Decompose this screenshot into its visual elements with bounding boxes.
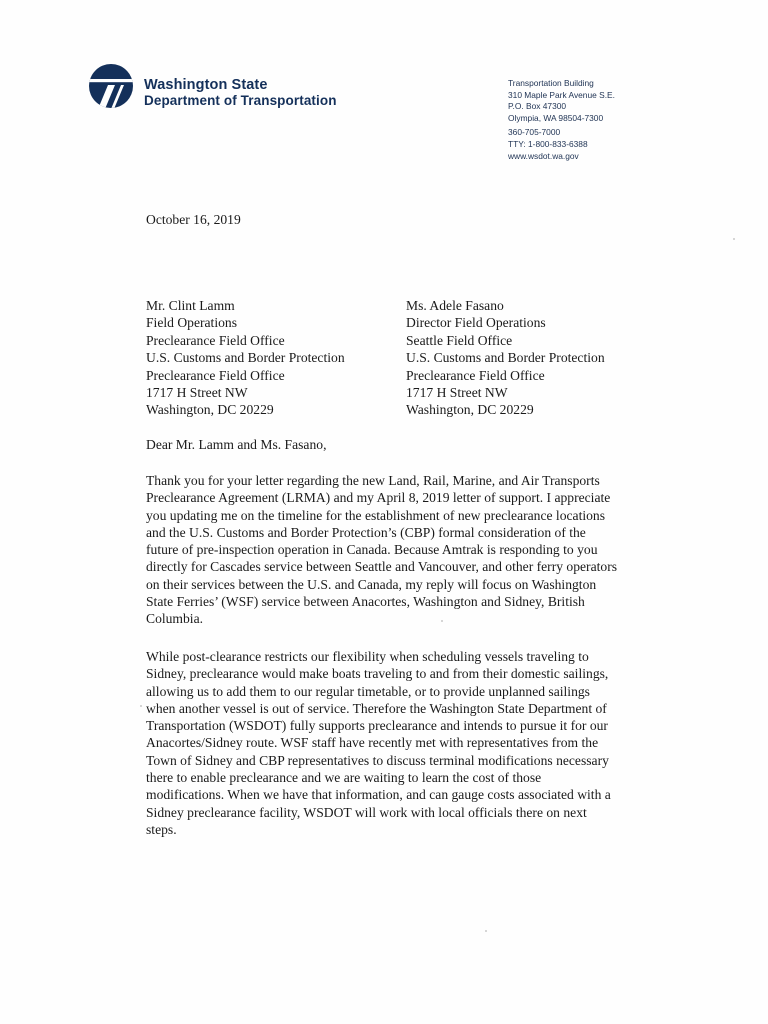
address-line: Olympia, WA 98504-7300 [508, 112, 604, 123]
scan-speck [733, 238, 735, 240]
recipient-line: 1717 H Street NW [406, 385, 508, 401]
recipient-line: Mr. Clint Lamm [146, 298, 235, 313]
body-paragraph-2 [146, 648, 676, 838]
paragraph-line: Sidney, preclearance would make boats traveling to and from their domestic sailings, [146, 666, 609, 682]
paragraph-line: Town of Sidney and CBP representatives to discuss terminal modifications necessary [146, 752, 609, 768]
letter-date: October 16, 2019 [146, 212, 241, 227]
paragraph-line: directly for Cascades service between Seattle and Vancouver, and other ferry operators [146, 559, 618, 575]
recipient-line: U.S. Customs and Border Protection [146, 350, 345, 366]
paragraph-line: when another vessel is out of service. Therefore the Washington State Department of [146, 700, 607, 716]
agency-name [144, 77, 337, 109]
recipient-line: Washington, DC 20229 [406, 402, 534, 418]
scan-speck [140, 705, 142, 707]
paragraph-line: you updating me on the timeline for the establishment of new preclearance locations [146, 507, 606, 523]
recipient-line: 1717 H Street NW [146, 385, 248, 401]
recipient-line: Field Operations [146, 315, 237, 331]
recipient-line: Preclearance Field Office [406, 367, 545, 383]
paragraph-line: Thank you for your letter regarding the new Land, Rail, Marine, and Air Transports [146, 473, 600, 488]
recipient-right [406, 297, 605, 419]
recipient-line: Director Field Operations [406, 315, 546, 331]
recipient-line: Preclearance Field Office [146, 367, 285, 383]
paragraph-line: Sidney preclearance facility, WSDOT will work with local officials there on next [146, 804, 587, 820]
body-paragraph-1 [146, 472, 676, 628]
agency-address [508, 78, 615, 162]
paragraph-line: on their services between the U.S. and Canada, my reply will focus on Washington [146, 576, 597, 592]
website-link[interactable]: www.wsdot.wa.gov [508, 150, 579, 161]
scan-speck [441, 620, 443, 622]
scan-speck [485, 930, 487, 932]
recipient-line: U.S. Customs and Border Protection [406, 350, 605, 366]
recipient-line: Preclearance Field Office [146, 332, 285, 348]
salutation: Dear Mr. Lamm and Ms. Fasano, [146, 437, 327, 452]
recipient-left [146, 297, 345, 419]
wsdot-logo-icon [88, 63, 134, 109]
address-line: Transportation Building [508, 78, 594, 88]
recipient-line: Seattle Field Office [406, 332, 513, 348]
paragraph-line: future of pre-inspection operation in Canada. Because Amtrak is responding to you [146, 542, 598, 558]
paragraph-line: steps. [146, 821, 177, 837]
paragraph-line: allowing us to add them to our regular timetable, or to provide unplanned sailings [146, 683, 590, 699]
paragraph-line: Transportation (WSDOT) fully supports preclearance and intends to pursue it for our [146, 718, 608, 734]
paragraph-line: Columbia. [146, 611, 204, 627]
paragraph-line: State Ferries’ (WSF) service between Anacortes, Washington and Sidney, British [146, 594, 585, 610]
paragraph-line: modifications. When we have that information, and can gauge costs associated with a [146, 787, 611, 803]
phone-line: 360-705-7000 [508, 127, 561, 138]
paragraph-line: there to enable preclearance and we are waiting to learn the cost of those [146, 770, 542, 786]
address-line: P.O. Box 47300 [508, 101, 567, 112]
agency-line-1: Washington State [144, 77, 268, 93]
recipient-line: Ms. Adele Fasano [406, 298, 504, 313]
paragraph-line: and the U.S. Customs and Border Protection’s (CBP) formal consideration of the [146, 524, 586, 540]
recipient-line: Washington, DC 20229 [146, 402, 274, 418]
paragraph-line: Anacortes/Sidney route. WSF staff have recently met with representatives from the [146, 735, 599, 751]
paragraph-line: While post-clearance restricts our flexibility when scheduling vessels traveling to [146, 649, 589, 664]
address-line: 310 Maple Park Avenue S.E. [508, 89, 615, 100]
agency-line-2: Department of Transportation [144, 93, 337, 108]
tty-line: TTY: 1-800-833-6388 [508, 138, 588, 149]
paragraph-line: Preclearance Agreement (LRMA) and my April 8, 2019 letter of support. I appreciate [146, 490, 611, 506]
